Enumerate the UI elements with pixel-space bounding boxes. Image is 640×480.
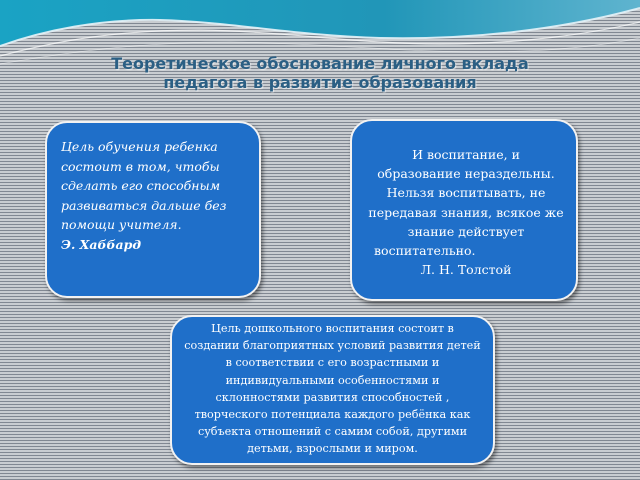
goal-line: творческого потенциала каждого ребёнка как (194, 408, 471, 422)
slide-title (40, 54, 600, 92)
goal-line: индивидуальными особенностями и (225, 373, 440, 387)
quote-line: состоит в том, чтобы (61, 158, 220, 174)
quote-line: помощи учителя. (61, 217, 182, 232)
goal-line: Цель дошкольного воспитания состоит в (211, 322, 454, 335)
quote-line: воспитательно. (374, 243, 476, 259)
title-line: Теоретическое обоснование личного вклада (111, 54, 529, 73)
quote-line: И воспитание, и (412, 147, 520, 162)
goal-line: в соответствии с его возрастными и (225, 356, 440, 370)
goal-box (170, 315, 495, 465)
goal-line: создании благоприятных условий развития детей (184, 339, 481, 353)
quote-line: знание действует (407, 223, 525, 239)
quote-line: Нельзя воспитывать, не (386, 185, 546, 201)
quote-hubbard-box (45, 121, 261, 298)
quote-author: Л. Н. Толстой (420, 262, 512, 278)
quote-tolstoy-box (350, 119, 578, 301)
quote-line: сделать его способным (61, 178, 221, 193)
title-line: педагога в развитие образования (163, 73, 477, 92)
quote-line: образование нераздельны. (377, 166, 555, 182)
goal-line: детьми, взрослыми и миром. (247, 442, 418, 456)
goal-line: субъекта отношений с самим собой, другими (197, 425, 468, 439)
quote-author: Э. Хаббард (61, 236, 142, 252)
quote-line: передавая знания, всякое же (368, 204, 564, 220)
quote-line: Цель обучения ребенка (61, 139, 218, 154)
goal-line: склонностями развития способностей , (215, 390, 450, 404)
quote-line: развиваться дальше без (61, 197, 227, 213)
